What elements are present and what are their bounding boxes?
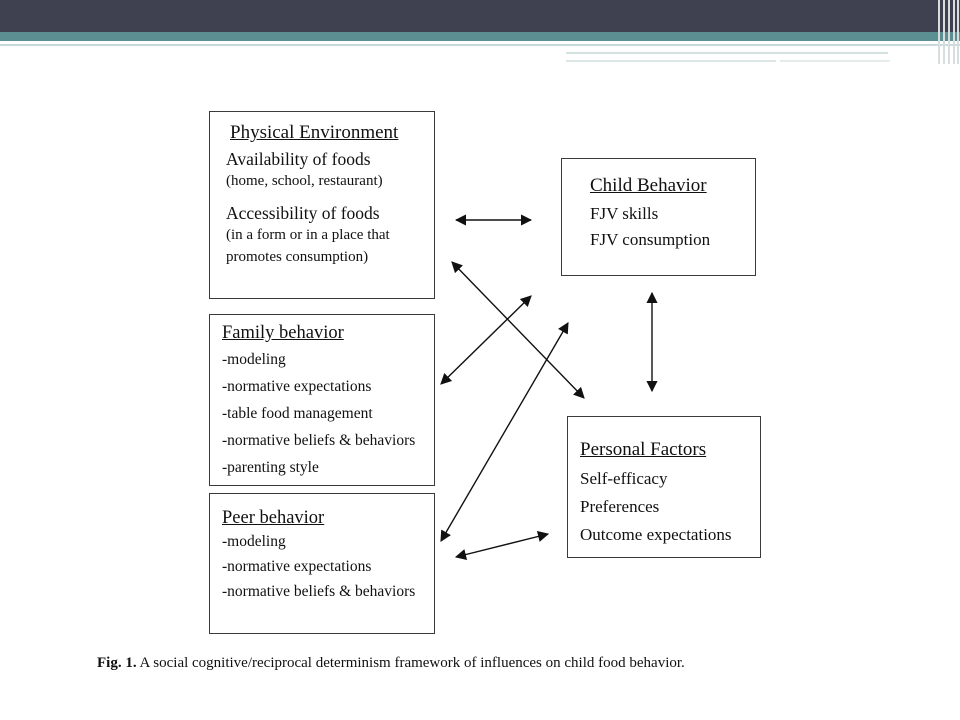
- child-behavior-title: Child Behavior: [590, 175, 707, 196]
- family-behavior-item: -modeling: [222, 351, 286, 368]
- arrow-peer-personal: [456, 534, 548, 557]
- family-behavior-item: -table food management: [222, 405, 373, 422]
- peer-behavior-item: -normative beliefs & behaviors: [222, 583, 416, 600]
- peer-behavior-item: -normative expectations: [222, 558, 372, 575]
- family-behavior-item: -parenting style: [222, 459, 319, 476]
- peer-behavior-title: Peer behavior: [222, 508, 325, 528]
- availability-detail: (home, school, restaurant): [226, 173, 383, 189]
- family-behavior-title: Family behavior: [222, 323, 344, 343]
- child-behavior-item: FJV skills: [590, 204, 659, 223]
- family-behavior-item: -normative beliefs & behaviors: [222, 432, 416, 449]
- child-behavior-item: FJV consumption: [590, 230, 711, 249]
- figure-caption: [97, 655, 817, 672]
- personal-factors-item: Self-efficacy: [580, 469, 668, 488]
- physical-environment-title: Physical Environment: [230, 122, 399, 143]
- figure-label: Fig. 1.: [97, 655, 137, 671]
- personal-factors-item: Preferences: [580, 497, 660, 516]
- peer-behavior-item: -modeling: [222, 533, 286, 550]
- availability-label: Availability of foods: [226, 149, 371, 169]
- personal-factors-title: Personal Factors: [580, 439, 707, 460]
- accessibility-detail-1: (in a form or in a place that: [226, 227, 390, 243]
- figure-caption-text: A social cognitive/reciprocal determinism framework of influences on child food behavior.: [139, 655, 685, 671]
- accessibility-detail-2: promotes consumption): [226, 249, 369, 265]
- arrow-peer-child: [441, 323, 568, 541]
- personal-factors-item: Outcome expectations: [580, 525, 732, 544]
- arrow-family-child: [441, 296, 531, 384]
- accessibility-label: Accessibility of foods: [226, 203, 380, 223]
- family-behavior-item: -normative expectations: [222, 378, 372, 395]
